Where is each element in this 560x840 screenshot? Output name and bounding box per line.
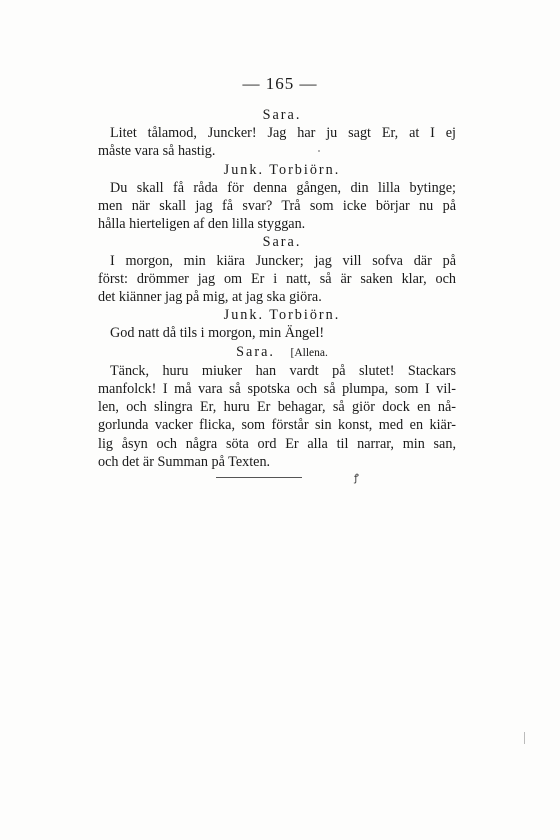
text-line: Du skall få råda för denna gången, din lilla bytinge;	[110, 179, 456, 196]
stage-direction-text: Allena.	[294, 346, 328, 359]
speaker-name: Sara.	[262, 107, 302, 123]
text-line: God natt då tils i morgon, min Ängel!	[110, 325, 325, 342]
text-line: måste vara så hastig.	[98, 143, 216, 160]
margin-mark	[524, 732, 525, 744]
speaker-name: Sara.	[236, 343, 275, 360]
speaker-name: Sara.	[262, 234, 302, 251]
text-line: len, och slingra Er, huru Er behagar, så giör dock en nå-	[98, 399, 456, 416]
final-speech	[98, 362, 456, 471]
text-line: hålla hierteligen af den lilla styggan.	[98, 216, 306, 233]
page-number: — 165 —	[242, 74, 318, 93]
text-line: lig åsyn och några söta ord Er alla til narrar, min san,	[98, 435, 456, 452]
text-line: gorlunda vacker flicka, som förstår sin konst, med en kiär-	[98, 417, 456, 434]
end-rule	[216, 477, 302, 478]
text-line: manfolck! I må vara så spotska och så plumpa, som I vil-	[98, 381, 456, 398]
dialogue-blocks	[98, 106, 456, 343]
speaker-name: Junk. Torbiörn.	[223, 307, 341, 324]
dialogue-text	[98, 106, 456, 471]
text-line: det kiänner jag på mig, at jag ska giöra.	[98, 289, 322, 306]
text-line: Litet tålamod, Juncker! Jag har ju sagt Er, at I ej	[110, 125, 456, 142]
text-line: men när skall jag få svar? Trå som icke börjar nu på	[98, 198, 456, 215]
ink-speck	[318, 150, 320, 152]
text-line: I morgon, min kiära Juncker; jag vill sofva där på	[110, 252, 456, 269]
text-line: Tänck, huru miuker han vardt på slutet! Stackars	[110, 362, 456, 379]
text-line: först: drömmer jag om Er i natt, så är saken klar, och	[98, 270, 456, 287]
text-line: och det är Summan på Texten.	[98, 453, 271, 470]
stage-direction: [Allena.	[290, 346, 328, 359]
speaker-name: Junk. Torbiörn.	[223, 161, 341, 178]
printer-mark: ꝭ	[354, 473, 359, 484]
speaker-line-final	[108, 343, 456, 362]
